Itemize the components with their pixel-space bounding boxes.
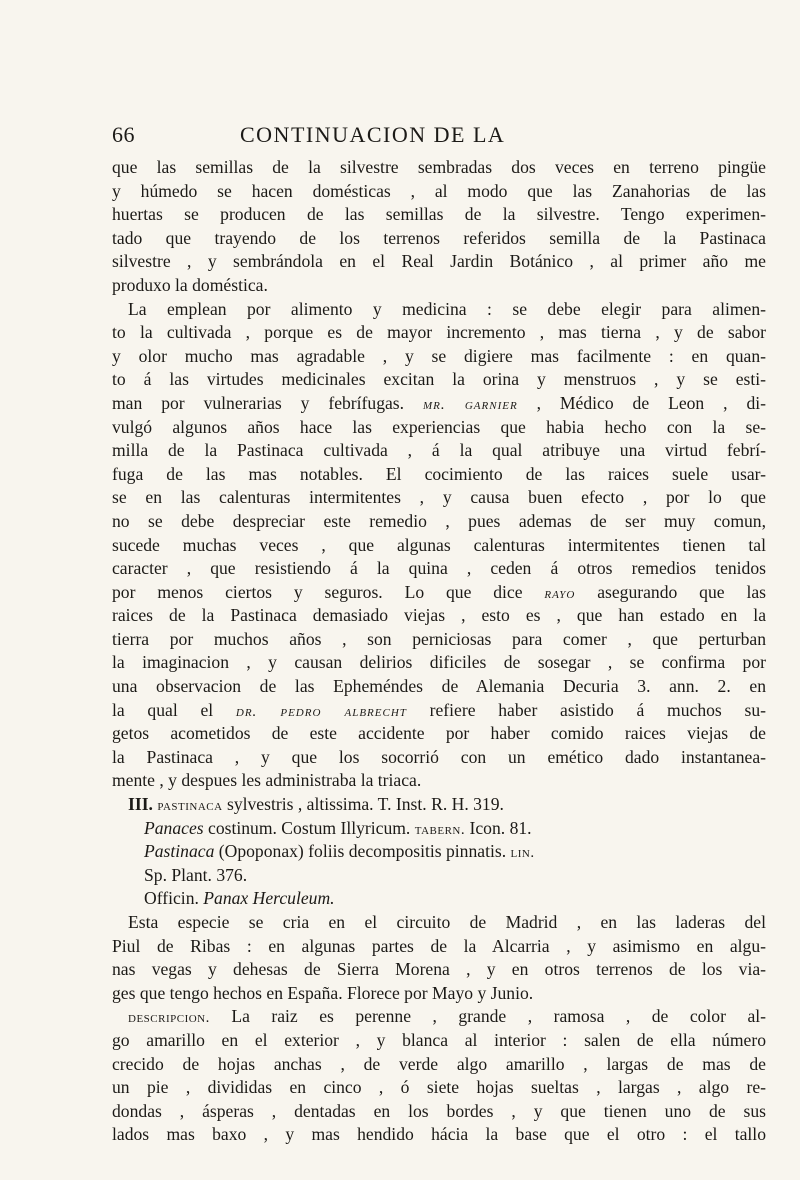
text-segment: tado que trayendo de los terrenos referidos semilla de la Pastinaca: [112, 227, 766, 248]
text-line: [112, 604, 766, 628]
text-segment: silvestre , y sembrándola en el Real Jardin Botánico , al primer año me: [112, 251, 766, 272]
text-segment: costinum. Costum Illyricum.: [203, 817, 415, 838]
text-segment: una observacion de las Epheméndes de Alemania Decuria 3. ann. 2. en: [112, 676, 766, 697]
text-segment: Panax Herculeum.: [203, 888, 335, 909]
text-segment: pastinaca: [157, 798, 223, 815]
text-segment: tierra por muchos años , son perniciosas para comer , que perturban: [112, 628, 766, 649]
page-number: 66: [112, 122, 135, 147]
text-line: [112, 156, 766, 180]
text-line: [112, 935, 766, 959]
text-segment: Piul de Ribas : en algunas partes de la Alcarria , y asimismo en algu-: [112, 935, 766, 956]
text-segment: caracter , que resistiendo á la quina , ceden á otros remedios tenidos: [112, 558, 766, 579]
text-segment: , Médico de Leon , di-: [517, 392, 766, 413]
body-text: [112, 156, 766, 1147]
text-segment: Pastinaca: [144, 841, 215, 862]
text-line: [112, 958, 766, 982]
text-segment: dondas , ásperas , dentadas en los bordes , y que tienen uno de sus: [112, 1100, 766, 1121]
text-segment: crecido de hojas anchas , de verde algo amarillo , largas de mas de: [112, 1053, 766, 1074]
text-line: [112, 1076, 766, 1100]
text-segment: la imaginacion , y causan delirios dificiles de sosegar , se confirma por: [112, 652, 766, 673]
text-line: [112, 1123, 766, 1147]
text-segment: to la cultivada , porque es de mayor incremento , mas tierna , y de sabor: [112, 322, 766, 343]
text-segment: Esta especie se cria en el circuito de Madrid , en las laderas del: [128, 912, 766, 932]
text-segment: milla de la Pastinaca cultivada , á la qual atribuye una virtud febrí-: [112, 440, 766, 461]
text-segment: getos acometidos de este accidente por haber comido raices viejas de: [112, 723, 766, 744]
text-line: [112, 298, 766, 322]
text-segment: y olor mucho mas agradable , y se digiere mas facilmente : en quan-: [112, 345, 766, 366]
text-segment: fuga de las mas notables. El cocimiento de las raices suele usar-: [112, 463, 766, 484]
text-line: [112, 321, 766, 345]
text-segment: Panaces: [144, 817, 204, 838]
text-line: [112, 699, 766, 723]
text-segment: un pie , divididas en cinco , ó siete hojas sueltas , largas , algo re-: [112, 1077, 766, 1098]
text-line: [112, 675, 766, 699]
text-line: [112, 1005, 766, 1029]
text-segment: produxo la doméstica.: [112, 274, 268, 295]
text-segment: vulgó algunos años hace las experiencias que habia hecho con la se-: [112, 416, 766, 437]
text-line: [112, 392, 766, 416]
text-line: [112, 345, 766, 369]
text-line: [112, 581, 766, 605]
running-title: CONTINUACION DE LA: [240, 122, 506, 147]
text-segment: go amarillo en el exterior , y blanca al interior : salen de ella número: [112, 1029, 766, 1050]
text-line: [112, 911, 766, 935]
text-segment: to á las virtudes medicinales excitan la orina y menstruos , y se esti-: [112, 369, 766, 390]
text-segment: la Pastinaca , y que los socorrió con un emético dado instantanea-: [112, 746, 766, 767]
text-segment: dr. pedro albrecht: [235, 703, 407, 720]
text-line: [112, 227, 766, 251]
text-segment: la qual el: [112, 699, 236, 720]
text-line: [112, 628, 766, 652]
text-line: [112, 746, 766, 770]
text-segment: La raiz es perenne , grande , ramosa , de color al-: [209, 1006, 766, 1027]
text-segment: que las semillas de la silvestre sembradas dos veces en terreno pingüe: [112, 157, 766, 177]
text-line: [112, 887, 766, 911]
text-line: [112, 439, 766, 463]
text-line: [112, 864, 766, 888]
text-line: [112, 274, 766, 298]
text-segment: huertas se producen de las semillas de la silvestre. Tengo experimen-: [112, 204, 766, 225]
text-segment: tabern.: [414, 821, 466, 838]
text-line: [112, 1029, 766, 1053]
text-segment: Officin.: [144, 888, 204, 909]
text-line: [112, 250, 766, 274]
text-line: [112, 203, 766, 227]
text-segment: mr. garnier: [422, 396, 518, 413]
text-line: [112, 982, 766, 1006]
text-segment: sucede muchas veces , que algunas calenturas intermitentes tienen tal: [112, 534, 766, 555]
text-line: [112, 557, 766, 581]
text-line: [112, 722, 766, 746]
text-line: [112, 534, 766, 558]
text-line: [112, 1053, 766, 1077]
text-line: [112, 840, 766, 864]
running-head: [112, 122, 712, 152]
text-segment: raices de la Pastinaca demasiado viejas , esto es , que han estado en la: [112, 605, 766, 626]
text-line: [112, 1100, 766, 1124]
text-line: [112, 510, 766, 534]
text-segment: por menos ciertos y seguros. Lo que dice: [112, 581, 545, 602]
text-segment: Icon. 81.: [465, 817, 532, 838]
text-segment: III.: [128, 794, 158, 815]
text-segment: descripcion.: [128, 1010, 210, 1027]
text-line: [112, 817, 766, 841]
text-segment: (Opoponax) foliis decompositis pinnatis.: [214, 841, 511, 862]
text-line: [112, 463, 766, 487]
text-line: [112, 769, 766, 793]
text-segment: Sp. Plant. 376.: [144, 864, 248, 885]
text-segment: nas vegas y dehesas de Sierra Morena , y en otros terrenos de los via-: [112, 959, 766, 980]
text-segment: lin.: [510, 845, 535, 862]
text-line: [112, 486, 766, 510]
text-line: [112, 368, 766, 392]
text-segment: rayo: [544, 585, 576, 602]
text-line: [112, 793, 766, 817]
text-segment: asegurando que las: [575, 581, 766, 602]
text-segment: mente , y despues les administraba la triaca.: [112, 770, 422, 791]
text-segment: sylvestris , altissima. T. Inst. R. H. 319.: [222, 794, 504, 815]
text-segment: La emplean por alimento y medicina : se debe elegir para alimen-: [128, 298, 766, 319]
text-segment: man por vulnerarias y febrífugas.: [112, 392, 423, 413]
text-segment: ges que tengo hechos en España. Florece por Mayo y Junio.: [112, 982, 534, 1003]
text-segment: refiere haber asistido á muchos su-: [406, 699, 766, 720]
text-line: [112, 416, 766, 440]
text-segment: lados mas baxo , y mas hendido hácia la base que el otro : el tallo: [112, 1124, 766, 1145]
text-segment: no se debe despreciar este remedio , pues ademas de ser muy comun,: [112, 510, 766, 531]
text-line: [112, 180, 766, 204]
text-segment: y húmedo se hacen domésticas , al modo que las Zanahorias de las: [112, 180, 766, 201]
text-line: [112, 651, 766, 675]
text-segment: se en las calenturas intermitentes , y causa buen efecto , por lo que: [112, 487, 766, 508]
